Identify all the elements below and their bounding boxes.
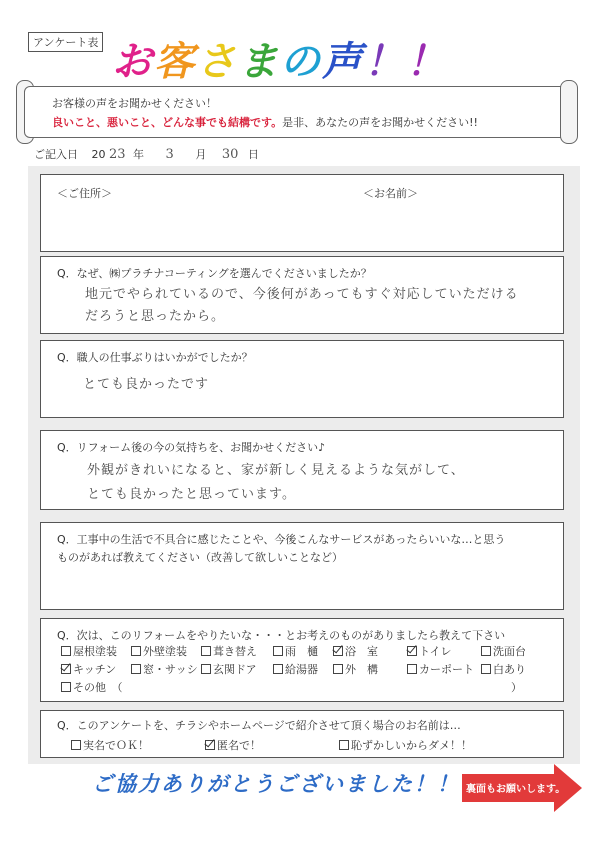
checkbox-icon[interactable]: [201, 664, 211, 674]
name-label: ＜お名前＞: [363, 187, 418, 200]
option-checkbox[interactable]: [407, 643, 451, 659]
question-4-box: [40, 522, 564, 610]
page-title: [112, 30, 448, 87]
title-char: 客: [154, 39, 196, 85]
name-option-checkbox[interactable]: [339, 737, 472, 753]
question-6: Q．このアンケートを、チラシやホームページで紹介させて頂く場合のお名前は…: [57, 719, 461, 732]
option-checkbox[interactable]: [481, 643, 526, 659]
question-2: Q．職人の仕事ぶりはいかがでしたか？: [57, 351, 253, 364]
title-char: ま: [238, 39, 280, 85]
checkbox-icon[interactable]: [333, 664, 343, 674]
intro-line-2: [52, 114, 478, 130]
date-row: [34, 146, 259, 162]
checkbox-label: キッチン: [73, 663, 117, 676]
checkbox-icon[interactable]: [273, 646, 283, 656]
option-checkbox[interactable]: [481, 661, 526, 677]
checkbox-icon[interactable]: [407, 646, 417, 656]
checkbox-icon[interactable]: [481, 646, 491, 656]
date-month-unit: 月: [195, 148, 207, 161]
question-5-box: [40, 618, 564, 702]
checkbox-label: その他 （: [73, 681, 123, 694]
question-2-box: [40, 340, 564, 418]
intro-banner: [24, 86, 570, 138]
option-checkbox[interactable]: [61, 679, 123, 695]
checkbox-label: 窓・サッシ: [143, 663, 198, 676]
checkbox-icon[interactable]: [61, 664, 71, 674]
checkbox-icon[interactable]: [339, 740, 349, 750]
question-6-box: [40, 710, 564, 758]
thanks-message: ご協力ありがとうございました！！: [92, 772, 460, 796]
checkbox-label: 雨 樋: [285, 645, 318, 658]
name-option-checkbox[interactable]: [71, 737, 149, 753]
checkbox-label: 給湯器: [285, 663, 318, 676]
other-close-paren: ）: [511, 681, 522, 694]
option-checkbox[interactable]: [131, 661, 198, 677]
title-char: ！: [364, 39, 406, 85]
title-char: の: [280, 39, 322, 85]
question-4-line-1: Q．工事中の生活で不具合に感じたことや、今後こんなサービスがあったらいいな…と思う: [57, 533, 506, 546]
option-checkbox[interactable]: [407, 661, 474, 677]
back-page-note: 裏面もお願いします。: [466, 784, 566, 795]
intro-request: 是非、あなたの声をお聞かせください!!: [282, 116, 478, 129]
survey-sheet: [28, 166, 580, 764]
option-checkbox[interactable]: [273, 643, 318, 659]
title-char: 声: [322, 39, 364, 85]
option-checkbox[interactable]: [333, 661, 378, 677]
checkbox-label: 白あり: [493, 663, 526, 676]
checkbox-label: 恥ずかしいからダメ！！: [351, 739, 472, 752]
checkbox-icon[interactable]: [61, 646, 71, 656]
address-label: ＜ご住所＞: [57, 187, 112, 200]
answer-3-line-1: 外観がきれいになると、家が新しく見えるような気がして、: [87, 463, 465, 478]
name-option-checkbox[interactable]: [205, 737, 261, 753]
checkbox-icon[interactable]: [273, 664, 283, 674]
title-char: ！: [406, 39, 448, 85]
option-checkbox[interactable]: [131, 643, 187, 659]
checkbox-icon[interactable]: [131, 646, 141, 656]
question-3-box: [40, 430, 564, 510]
checkbox-icon[interactable]: [481, 664, 491, 674]
date-label: ご記入日: [34, 148, 78, 161]
question-3: Q．リフォーム後の今の気持ちを、お聞かせください♪: [57, 441, 326, 454]
address-name-box: [40, 174, 564, 252]
date-day-value: 30: [221, 147, 239, 162]
date-year-value: 23: [109, 147, 126, 162]
question-1-box: [40, 256, 564, 334]
scroll-right-curl: [560, 80, 578, 144]
checkbox-label: 外壁塗装: [143, 645, 187, 658]
survey-tag: アンケート表: [28, 32, 103, 52]
answer-1-line-2: だろうと思ったから。: [85, 309, 226, 324]
question-1: Q．なぜ、㈱プラチナコーティングを選んでくださいましたか？: [57, 267, 372, 280]
question-4-line-2: ものがあれば教えてください（改善して欲しいことなど）: [57, 551, 343, 564]
intro-line-1: お客様の声をお聞かせください！: [52, 97, 217, 110]
question-5: Q．次は、このリフォームをやりたいな・・・とお考えのものがありましたら教えて下さい: [57, 629, 506, 642]
checkbox-label: 外 構: [345, 663, 378, 676]
title-char: さ: [196, 39, 238, 85]
intro-highlight: 良いこと、悪いこと、どんな事でも結構です。: [52, 116, 283, 129]
checkbox-label: トイレ: [419, 645, 452, 658]
option-checkbox[interactable]: [201, 643, 257, 659]
answer-1-line-1: 地元でやられているので、今後何があってもすぐ対応していただける: [85, 287, 519, 302]
checkbox-icon[interactable]: [131, 664, 141, 674]
checkbox-icon[interactable]: [205, 740, 215, 750]
checkbox-icon[interactable]: [333, 646, 343, 656]
option-checkbox[interactable]: [201, 661, 257, 677]
checkbox-label: 屋根塗装: [73, 645, 117, 658]
answer-2-line-1: とても良かったです: [83, 377, 210, 392]
title-char: お: [112, 39, 154, 85]
checkbox-label: 玄関ドア: [213, 663, 257, 676]
answer-3-line-2: とても良かったと思っています。: [87, 487, 296, 502]
option-checkbox[interactable]: [273, 661, 318, 677]
checkbox-icon[interactable]: [407, 664, 417, 674]
checkbox-label: カーポート: [419, 663, 474, 676]
date-month-value: 3: [165, 147, 174, 162]
checkbox-label: 洗面台: [493, 645, 526, 658]
checkbox-icon[interactable]: [71, 740, 81, 750]
option-checkbox[interactable]: [333, 643, 378, 659]
option-checkbox[interactable]: [61, 661, 116, 677]
date-century: 20: [91, 148, 106, 161]
checkbox-label: 匿名で！: [217, 739, 261, 752]
option-checkbox[interactable]: [61, 643, 117, 659]
checkbox-icon[interactable]: [61, 682, 71, 692]
checkbox-label: 浴 室: [345, 645, 378, 658]
checkbox-label: 葺き替え: [213, 645, 257, 658]
date-day-unit: 日: [247, 148, 259, 161]
checkbox-icon[interactable]: [201, 646, 211, 656]
date-year-unit: 年: [133, 148, 145, 161]
checkbox-label: 実名でＯＫ！: [83, 739, 149, 752]
